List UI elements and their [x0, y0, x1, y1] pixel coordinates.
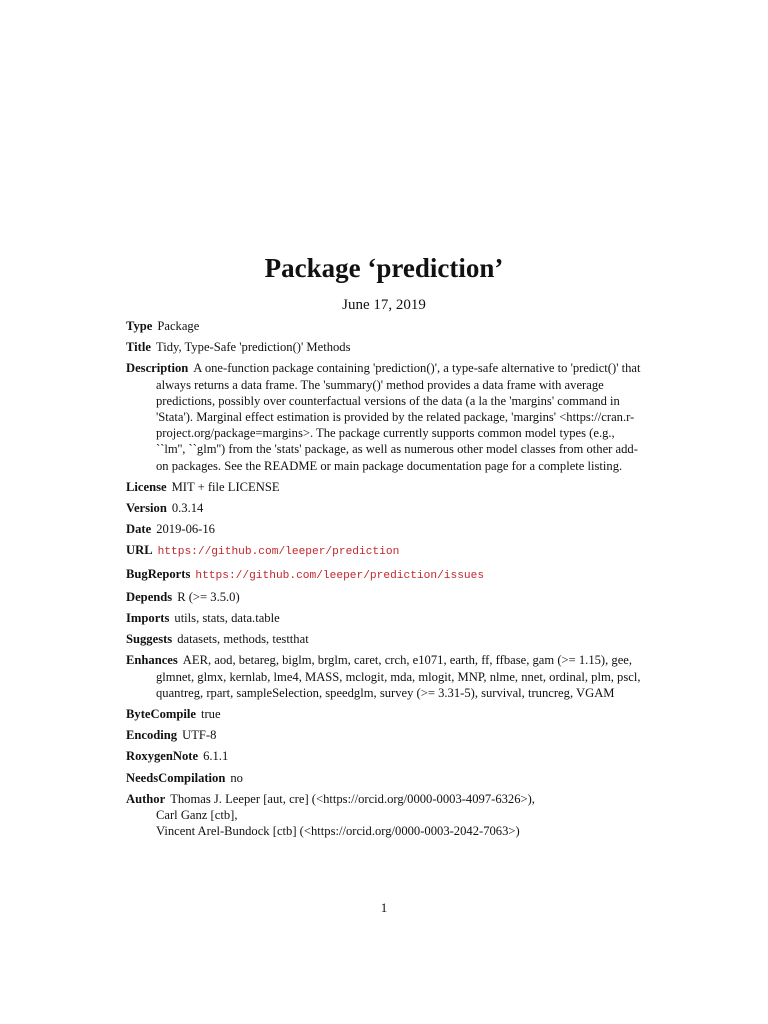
field-label: BugReports	[126, 566, 191, 581]
url-link[interactable]: https://github.com/leeper/prediction	[157, 546, 400, 559]
author-continuation	[126, 807, 646, 839]
field-value: utils, stats, data.table	[174, 611, 280, 626]
package-title: Package ‘prediction’	[264, 253, 504, 283]
field-value: 0.3.14	[171, 501, 204, 516]
field-label: Description	[126, 361, 189, 376]
field-label: Suggests	[126, 632, 173, 647]
field-depends	[126, 589, 646, 605]
field-needscompilation	[126, 770, 646, 786]
field-label: Type	[126, 319, 153, 333]
field-roxygennote	[126, 748, 646, 764]
field-label: Imports	[126, 611, 170, 626]
field-value: UTF-8	[182, 728, 217, 743]
field-version	[126, 500, 646, 516]
field-label: URL	[126, 543, 153, 558]
field-value: AER, aod, betareg, biglm, brglm, caret, crch, e1071, earth, ff, ffbase, gam (>= 1.15), gee, glmnet, glmx, kernlab, lme4, MASS, mclogit, mda, mlogit, MNP, nlme, nnet, ordinal, plm, pscl, quantreg, rpart, sampleSelection, speedglm, survey (>= 3.31-5), survival, truncreg, VGAM	[156, 653, 641, 700]
field-label: Depends	[126, 589, 173, 604]
field-value: no	[230, 770, 243, 785]
author-line: Carl Ganz [ctb],	[156, 808, 238, 823]
field-label: License	[126, 479, 167, 494]
field-enhances	[126, 652, 646, 701]
field-imports	[126, 610, 646, 626]
field-label: ByteCompile	[126, 707, 196, 722]
field-encoding	[126, 727, 646, 743]
field-value: Package	[157, 319, 200, 333]
field-label: Encoding	[126, 728, 178, 743]
bugreports-link[interactable]: https://github.com/leeper/prediction/issues	[195, 569, 485, 582]
field-type	[126, 318, 646, 334]
field-value: MIT + file LICENSE	[171, 479, 280, 494]
field-label: NeedsCompilation	[126, 770, 226, 785]
field-label: Title	[126, 340, 151, 355]
field-bugreports	[126, 566, 646, 584]
field-suggests	[126, 631, 646, 647]
package-fields	[126, 318, 646, 844]
field-label: Enhances	[126, 653, 178, 668]
field-bytecompile	[126, 706, 646, 722]
field-url	[126, 542, 646, 560]
field-value: Tidy, Type-Safe 'prediction()' Methods	[155, 340, 351, 355]
field-label: Version	[126, 501, 167, 516]
package-date: June 17, 2019	[342, 297, 426, 313]
field-value: datasets, methods, testthat	[177, 632, 309, 647]
author-line: Thomas J. Leeper [aut, cre] (<https://orcid.org/0000-0003-4097-6326>),	[170, 791, 535, 806]
page-number: 1	[380, 900, 388, 915]
field-value: true	[200, 707, 221, 722]
field-author	[126, 791, 646, 840]
field-label: Date	[126, 522, 152, 537]
field-label: RoxygenNote	[126, 749, 199, 764]
field-title	[126, 339, 646, 355]
field-label: Author	[126, 791, 166, 806]
author-line: Vincent Arel-Bundock [ctb] (<https://orcid.org/0000-0003-2042-7063>)	[156, 824, 520, 839]
field-description	[126, 360, 646, 473]
field-value: 2019-06-16	[156, 522, 215, 537]
field-value: R (>= 3.5.0)	[177, 589, 240, 604]
field-value: A one-function package containing 'prediction()', a type-safe alternative to 'predict()' that always returns a data frame. The 'summary()' method provides a data frame with average predictions, possibly over counterfactual versions of the data (a la the 'margins' command in 'Stata'). Marginal effect estimation is provided by the related package, 'margins' <https://cran.r-project.org/package=margins>. The package currently supports common model types (e.g., ``lm'', ``glm'') from the 'stats' package, as well as numerous other model classes from other add-on packages. See the README or main package documentation page for a complete listing.	[156, 361, 641, 473]
field-date	[126, 521, 646, 537]
field-value: 6.1.1	[203, 749, 229, 764]
field-license	[126, 479, 646, 495]
author-first-line	[126, 791, 646, 807]
